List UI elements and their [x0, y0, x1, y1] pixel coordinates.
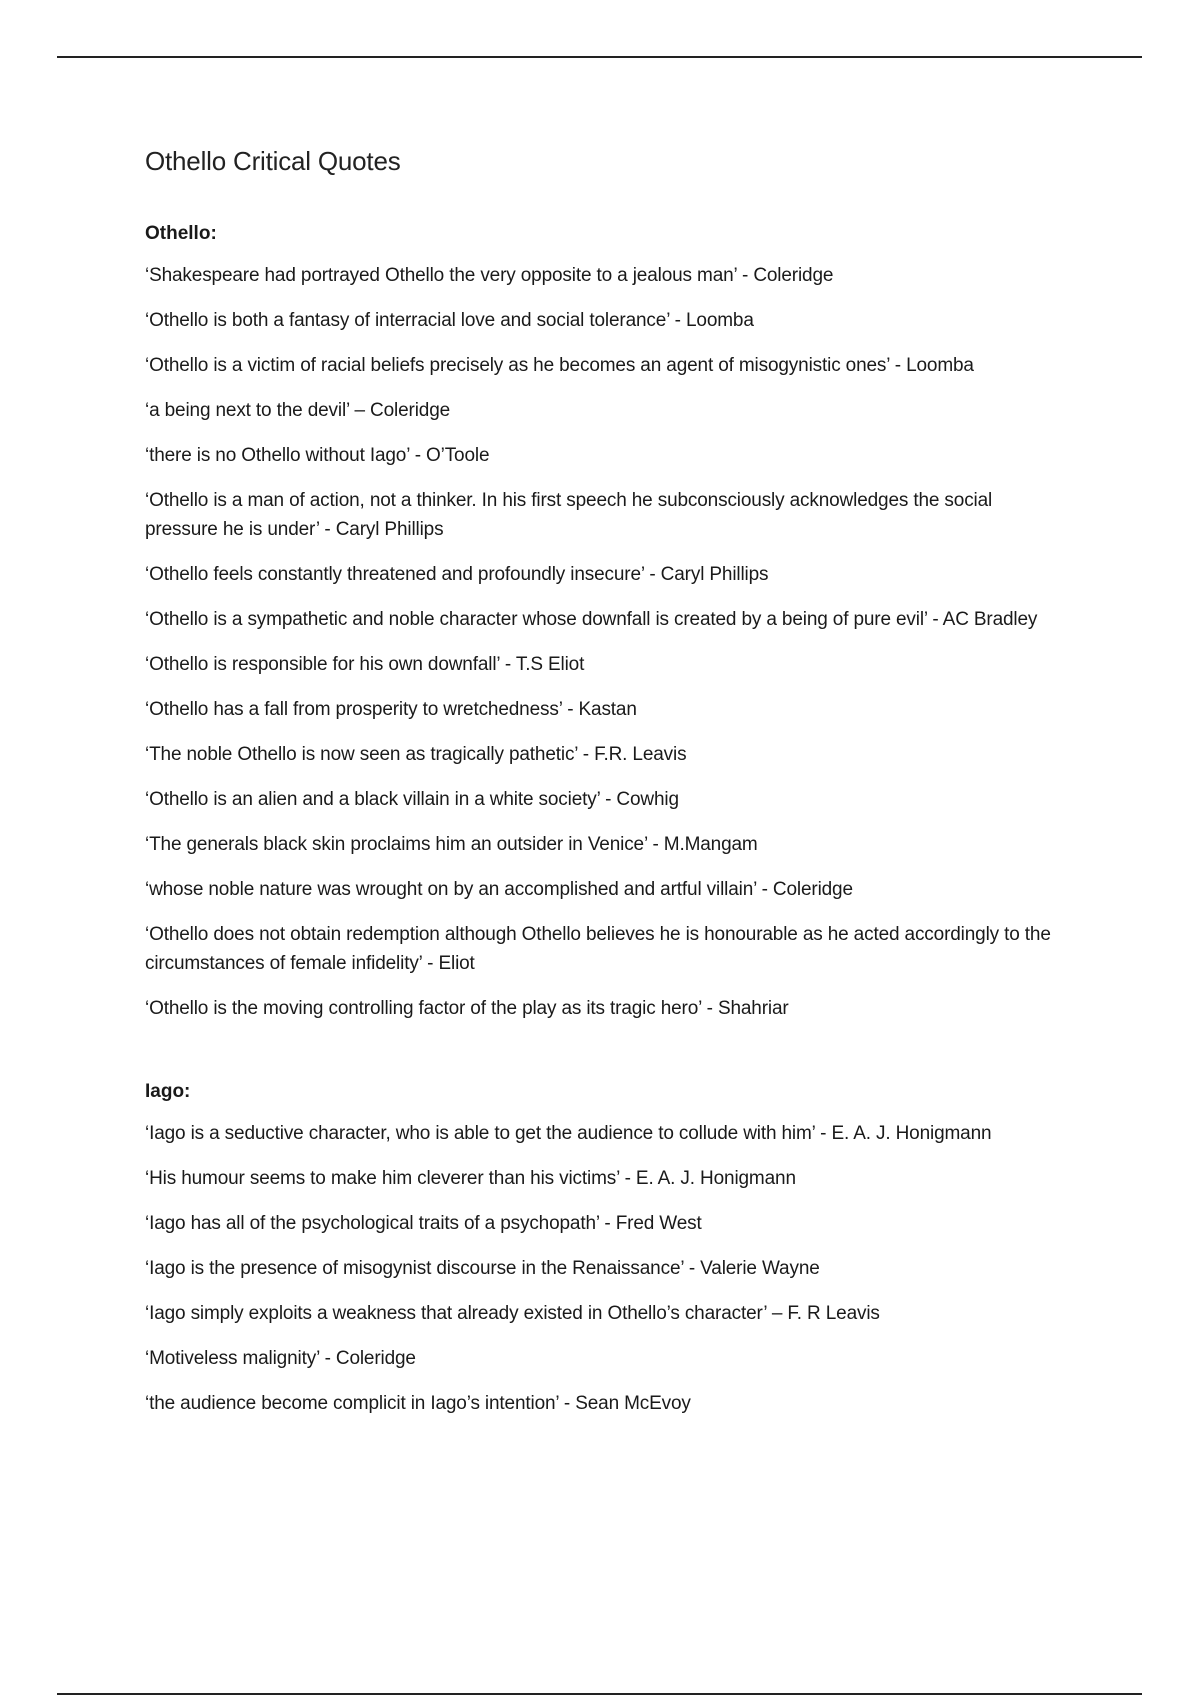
quote-item: ‘Shakespeare had portrayed Othello the very opposite to a jealous man’ - Coleridge: [145, 265, 834, 286]
section-heading-iago: Iago:: [145, 1081, 191, 1102]
quote-item: ‘Othello is an alien and a black villain in a white society’ - Cowhig: [145, 789, 679, 810]
quote-item: ‘Othello is responsible for his own downfall’ - T.S Eliot: [145, 654, 585, 675]
quote-item: ‘there is no Othello without Iago’ - O’Toole: [145, 445, 490, 466]
document-body: [145, 146, 1065, 1434]
section-othello: [145, 223, 1065, 1023]
bottom-rule: [57, 1693, 1142, 1695]
top-rule: [57, 56, 1142, 58]
quote-item: ‘whose noble nature was wrought on by an accomplished and artful villain’ - Coleridge: [145, 879, 853, 900]
quote-item: ‘The generals black skin proclaims him an outsider in Venice’ - M.Mangam: [145, 834, 758, 855]
quote-item: ‘His humour seems to make him cleverer than his victims’ - E. A. J. Honigmann: [145, 1168, 796, 1189]
quote-item: ‘Othello feels constantly threatened and profoundly insecure’ - Caryl Phillips: [145, 564, 769, 585]
quote-item: ‘Iago simply exploits a weakness that already existed in Othello’s character’ – F. R Leavis: [145, 1303, 880, 1324]
quote-item: ‘Othello is both a fantasy of interracial love and social tolerance’ - Loomba: [145, 310, 754, 331]
quote-item: ‘Othello does not obtain redemption although Othello believes he is honourable as he acted accordingly to the circumstances of female infidelity’ - Eliot: [145, 924, 1051, 974]
quote-item: ‘Othello is the moving controlling factor of the play as its tragic hero’ - Shahriar: [145, 998, 789, 1019]
quote-item: ‘Iago has all of the psychological traits of a psychopath’ - Fred West: [145, 1213, 702, 1234]
quote-item: ‘Othello has a fall from prosperity to wretchedness’ - Kastan: [145, 699, 637, 720]
quote-item: ‘Othello is a man of action, not a thinker. In his first speech he subconsciously acknowledges the social pressure he is under’ - Caryl Phillips: [145, 490, 993, 540]
quote-item: ‘Motiveless malignity’ - Coleridge: [145, 1348, 416, 1369]
quote-list-iago: [145, 1119, 1065, 1418]
quote-list-othello: [145, 261, 1065, 1023]
quote-item: ‘Othello is a sympathetic and noble character whose downfall is created by a being of pure evil’ - AC Bradley: [145, 609, 1038, 630]
quote-item: ‘Othello is a victim of racial beliefs precisely as he becomes an agent of misogynistic ones’ - Loomba: [145, 355, 974, 376]
quote-item: ‘Iago is the presence of misogynist discourse in the Renaissance’ - Valerie Wayne: [145, 1258, 820, 1279]
quote-item: ‘a being next to the devil’ – Coleridge: [145, 400, 451, 421]
quote-item: ‘the audience become complicit in Iago’s intention’ - Sean McEvoy: [145, 1393, 691, 1414]
section-heading-othello: Othello:: [145, 223, 217, 244]
document-title: Othello Critical Quotes: [145, 146, 401, 176]
quote-item: ‘Iago is a seductive character, who is able to get the audience to collude with him’ - E. A. J. Honigmann: [145, 1123, 992, 1144]
quote-item: ‘The noble Othello is now seen as tragically pathetic’ - F.R. Leavis: [145, 744, 687, 765]
section-iago: [145, 1081, 1065, 1418]
